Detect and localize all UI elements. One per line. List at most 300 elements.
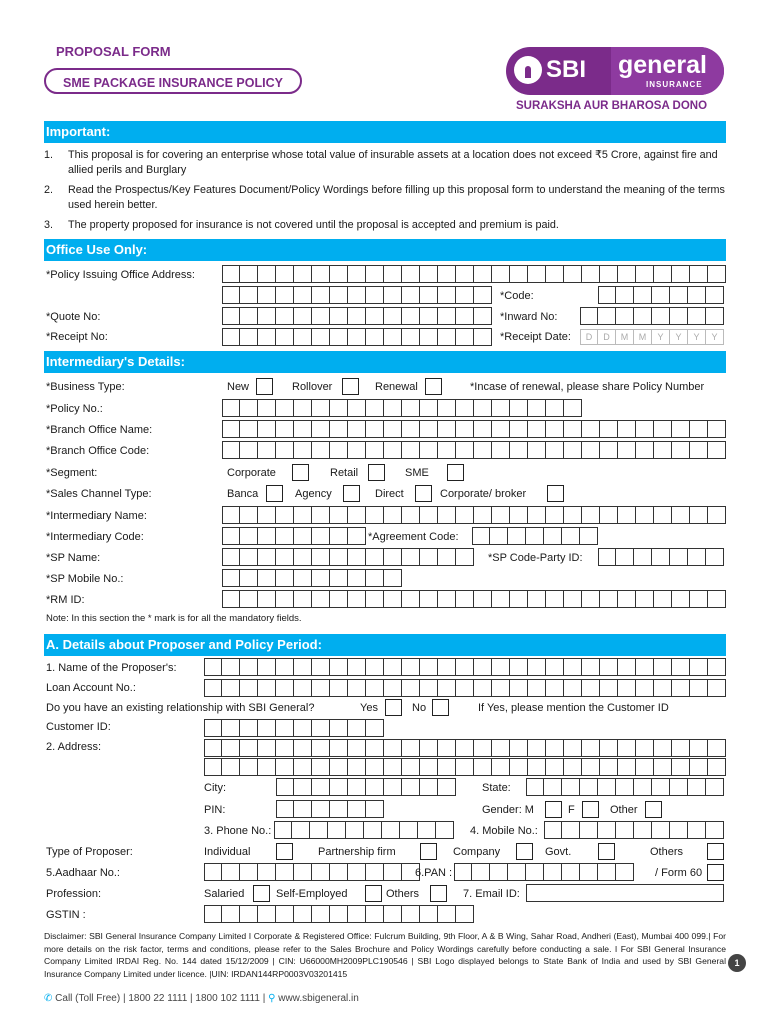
- char-cell[interactable]: [438, 441, 456, 459]
- char-cell[interactable]: [600, 420, 618, 438]
- char-cell[interactable]: [562, 821, 580, 839]
- char-cell[interactable]: [384, 758, 402, 776]
- quote-cells[interactable]: [222, 307, 492, 325]
- char-cell[interactable]: [582, 590, 600, 608]
- char-cell[interactable]: [508, 863, 526, 881]
- char-cell[interactable]: [616, 863, 634, 881]
- char-cell[interactable]: [474, 420, 492, 438]
- char-cell[interactable]: [384, 590, 402, 608]
- char-cell[interactable]: [634, 778, 652, 796]
- state-cells[interactable]: [526, 778, 724, 796]
- char-cell[interactable]: [652, 821, 670, 839]
- char-cell[interactable]: [258, 590, 276, 608]
- char-cell[interactable]: [510, 265, 528, 283]
- agreement-cells[interactable]: [472, 527, 598, 545]
- char-cell[interactable]: [294, 328, 312, 346]
- char-cell[interactable]: [276, 307, 294, 325]
- char-cell[interactable]: [366, 307, 384, 325]
- char-cell[interactable]: [526, 527, 544, 545]
- char-cell[interactable]: [222, 307, 240, 325]
- char-cell[interactable]: [276, 658, 294, 676]
- char-cell[interactable]: [366, 441, 384, 459]
- char-cell[interactable]: [402, 286, 420, 304]
- char-cell[interactable]: [438, 286, 456, 304]
- char-cell[interactable]: [510, 739, 528, 757]
- char-cell[interactable]: [544, 527, 562, 545]
- char-cell[interactable]: [654, 420, 672, 438]
- char-cell[interactable]: [222, 739, 240, 757]
- char-cell[interactable]: [526, 863, 544, 881]
- email-field[interactable]: [526, 884, 724, 902]
- char-cell[interactable]: [528, 739, 546, 757]
- char-cell[interactable]: [384, 441, 402, 459]
- char-cell[interactable]: [618, 679, 636, 697]
- char-cell[interactable]: [366, 863, 384, 881]
- char-cell[interactable]: [258, 905, 276, 923]
- char-cell[interactable]: [474, 590, 492, 608]
- char-cell[interactable]: [382, 821, 400, 839]
- char-cell[interactable]: [636, 265, 654, 283]
- char-cell[interactable]: [690, 739, 708, 757]
- char-cell[interactable]: [472, 527, 490, 545]
- char-cell[interactable]: [330, 307, 348, 325]
- char-cell[interactable]: [706, 286, 724, 304]
- char-cell[interactable]: [402, 506, 420, 524]
- char-cell[interactable]: [654, 590, 672, 608]
- char-cell[interactable]: [330, 527, 348, 545]
- char-cell[interactable]: [240, 569, 258, 587]
- char-cell[interactable]: [456, 679, 474, 697]
- int-code-cells[interactable]: [222, 527, 366, 545]
- char-cell[interactable]: [508, 527, 526, 545]
- city-cells[interactable]: [276, 778, 456, 796]
- char-cell[interactable]: [348, 441, 366, 459]
- char-cell[interactable]: [222, 441, 240, 459]
- char-cell[interactable]: [348, 590, 366, 608]
- char-cell[interactable]: [330, 420, 348, 438]
- char-cell[interactable]: [276, 569, 294, 587]
- char-cell[interactable]: [490, 527, 508, 545]
- char-cell[interactable]: [348, 420, 366, 438]
- char-cell[interactable]: [618, 658, 636, 676]
- char-cell[interactable]: [240, 527, 258, 545]
- char-cell[interactable]: [582, 506, 600, 524]
- char-cell[interactable]: [276, 399, 294, 417]
- char-cell[interactable]: [582, 739, 600, 757]
- char-cell[interactable]: [402, 265, 420, 283]
- char-cell[interactable]: [672, 590, 690, 608]
- char-cell[interactable]: [690, 265, 708, 283]
- phone-cells[interactable]: [274, 821, 454, 839]
- char-cell[interactable]: [580, 307, 598, 325]
- char-cell[interactable]: [294, 307, 312, 325]
- char-cell[interactable]: [294, 679, 312, 697]
- char-cell[interactable]: [348, 399, 366, 417]
- char-cell[interactable]: [564, 758, 582, 776]
- char-cell[interactable]: [600, 506, 618, 524]
- char-cell[interactable]: [330, 506, 348, 524]
- char-cell[interactable]: [240, 286, 258, 304]
- char-cell[interactable]: [582, 441, 600, 459]
- char-cell[interactable]: [330, 739, 348, 757]
- char-cell[interactable]: [276, 441, 294, 459]
- char-cell[interactable]: [312, 307, 330, 325]
- char-cell[interactable]: [600, 658, 618, 676]
- char-cell[interactable]: [456, 286, 474, 304]
- char-cell[interactable]: [636, 441, 654, 459]
- char-cell[interactable]: [564, 658, 582, 676]
- gstin-cells[interactable]: [204, 905, 474, 923]
- char-cell[interactable]: [652, 778, 670, 796]
- char-cell[interactable]: [402, 778, 420, 796]
- salaried-checkbox[interactable]: [253, 885, 270, 902]
- char-cell[interactable]: [438, 307, 456, 325]
- char-cell[interactable]: [312, 506, 330, 524]
- retail-checkbox[interactable]: [368, 464, 385, 481]
- char-cell[interactable]: [492, 420, 510, 438]
- char-cell[interactable]: [600, 441, 618, 459]
- char-cell[interactable]: [222, 863, 240, 881]
- char-cell[interactable]: [258, 420, 276, 438]
- gender-m-checkbox[interactable]: [545, 801, 562, 818]
- char-cell[interactable]: [652, 307, 670, 325]
- char-cell[interactable]: [222, 420, 240, 438]
- char-cell[interactable]: [492, 265, 510, 283]
- char-cell[interactable]: [528, 758, 546, 776]
- char-cell[interactable]: [330, 905, 348, 923]
- char-cell[interactable]: [294, 506, 312, 524]
- char-cell[interactable]: [600, 739, 618, 757]
- char-cell[interactable]: [312, 863, 330, 881]
- char-cell[interactable]: [510, 506, 528, 524]
- char-cell[interactable]: [400, 821, 418, 839]
- char-cell[interactable]: [240, 863, 258, 881]
- char-cell[interactable]: [510, 679, 528, 697]
- char-cell[interactable]: [204, 719, 222, 737]
- char-cell[interactable]: [672, 265, 690, 283]
- char-cell[interactable]: [474, 399, 492, 417]
- char-cell[interactable]: [636, 590, 654, 608]
- char-cell[interactable]: [456, 328, 474, 346]
- char-cell[interactable]: [654, 441, 672, 459]
- char-cell[interactable]: [204, 658, 222, 676]
- char-cell[interactable]: [600, 265, 618, 283]
- form60-checkbox[interactable]: [707, 864, 724, 881]
- char-cell[interactable]: [312, 399, 330, 417]
- office-address-row1[interactable]: [222, 265, 726, 283]
- char-cell[interactable]: [492, 739, 510, 757]
- char-cell[interactable]: [528, 265, 546, 283]
- char-cell[interactable]: [276, 506, 294, 524]
- char-cell[interactable]: [258, 441, 276, 459]
- char-cell[interactable]: [492, 658, 510, 676]
- char-cell[interactable]: [330, 286, 348, 304]
- char-cell[interactable]: [492, 506, 510, 524]
- renewal-checkbox[interactable]: [425, 378, 442, 395]
- char-cell[interactable]: [708, 590, 726, 608]
- char-cell[interactable]: [330, 800, 348, 818]
- proposer-name-cells[interactable]: [204, 658, 726, 676]
- char-cell[interactable]: [348, 719, 366, 737]
- char-cell[interactable]: [706, 821, 724, 839]
- char-cell[interactable]: [616, 821, 634, 839]
- char-cell[interactable]: [436, 821, 454, 839]
- agency-checkbox[interactable]: [343, 485, 360, 502]
- char-cell[interactable]: [276, 679, 294, 697]
- char-cell[interactable]: [420, 286, 438, 304]
- char-cell[interactable]: [330, 778, 348, 796]
- char-cell[interactable]: [330, 399, 348, 417]
- char-cell[interactable]: [312, 758, 330, 776]
- char-cell[interactable]: [708, 658, 726, 676]
- char-cell[interactable]: [474, 506, 492, 524]
- char-cell[interactable]: [292, 821, 310, 839]
- char-cell[interactable]: [528, 506, 546, 524]
- char-cell[interactable]: [294, 420, 312, 438]
- customer-id-cells[interactable]: [204, 719, 384, 737]
- yes-checkbox[interactable]: [385, 699, 402, 716]
- char-cell[interactable]: [402, 590, 420, 608]
- char-cell[interactable]: [456, 590, 474, 608]
- char-cell[interactable]: [688, 778, 706, 796]
- char-cell[interactable]: [582, 679, 600, 697]
- char-cell[interactable]: [420, 441, 438, 459]
- char-cell[interactable]: [348, 328, 366, 346]
- char-cell[interactable]: [348, 307, 366, 325]
- char-cell[interactable]: [456, 420, 474, 438]
- char-cell[interactable]: [204, 758, 222, 776]
- char-cell[interactable]: [492, 590, 510, 608]
- char-cell[interactable]: [384, 548, 402, 566]
- char-cell[interactable]: [616, 778, 634, 796]
- char-cell[interactable]: [546, 420, 564, 438]
- char-cell[interactable]: [420, 778, 438, 796]
- char-cell[interactable]: [510, 399, 528, 417]
- char-cell[interactable]: [528, 590, 546, 608]
- char-cell[interactable]: [402, 905, 420, 923]
- char-cell[interactable]: [348, 265, 366, 283]
- char-cell[interactable]: [492, 399, 510, 417]
- char-cell[interactable]: [402, 328, 420, 346]
- char-cell[interactable]: [294, 569, 312, 587]
- char-cell[interactable]: [688, 821, 706, 839]
- char-cell[interactable]: [276, 758, 294, 776]
- char-cell[interactable]: [672, 739, 690, 757]
- char-cell[interactable]: [456, 506, 474, 524]
- char-cell[interactable]: [276, 800, 294, 818]
- char-cell[interactable]: [420, 679, 438, 697]
- char-cell[interactable]: [438, 399, 456, 417]
- office-address-row2[interactable]: [222, 286, 492, 304]
- char-cell[interactable]: [456, 548, 474, 566]
- char-cell[interactable]: [636, 506, 654, 524]
- char-cell[interactable]: [276, 548, 294, 566]
- char-cell[interactable]: [564, 399, 582, 417]
- pin-cells[interactable]: [276, 800, 384, 818]
- company-checkbox[interactable]: [516, 843, 533, 860]
- char-cell[interactable]: [708, 441, 726, 459]
- char-cell[interactable]: [420, 420, 438, 438]
- char-cell[interactable]: [438, 658, 456, 676]
- char-cell[interactable]: [564, 420, 582, 438]
- char-cell[interactable]: [474, 328, 492, 346]
- char-cell[interactable]: [564, 739, 582, 757]
- char-cell[interactable]: [330, 658, 348, 676]
- char-cell[interactable]: [312, 778, 330, 796]
- address-cells-2[interactable]: [204, 758, 726, 776]
- char-cell[interactable]: [258, 506, 276, 524]
- char-cell[interactable]: [492, 441, 510, 459]
- char-cell[interactable]: [222, 679, 240, 697]
- char-cell[interactable]: [636, 758, 654, 776]
- govt-checkbox[interactable]: [598, 843, 615, 860]
- char-cell[interactable]: [670, 286, 688, 304]
- char-cell[interactable]: [690, 420, 708, 438]
- char-cell[interactable]: [672, 658, 690, 676]
- char-cell[interactable]: [474, 441, 492, 459]
- char-cell[interactable]: [330, 569, 348, 587]
- char-cell[interactable]: [294, 265, 312, 283]
- char-cell[interactable]: [528, 658, 546, 676]
- char-cell[interactable]: [526, 778, 544, 796]
- char-cell[interactable]: [222, 506, 240, 524]
- char-cell[interactable]: [294, 548, 312, 566]
- receipt-date-field[interactable]: [580, 329, 724, 345]
- char-cell[interactable]: [402, 758, 420, 776]
- char-cell[interactable]: [312, 420, 330, 438]
- char-cell[interactable]: [690, 679, 708, 697]
- char-cell[interactable]: [384, 328, 402, 346]
- char-cell[interactable]: [618, 265, 636, 283]
- char-cell[interactable]: [652, 548, 670, 566]
- new-checkbox[interactable]: [256, 378, 273, 395]
- char-cell[interactable]: [222, 286, 240, 304]
- char-cell[interactable]: [672, 758, 690, 776]
- char-cell[interactable]: [240, 265, 258, 283]
- char-cell[interactable]: [456, 399, 474, 417]
- char-cell[interactable]: [366, 800, 384, 818]
- char-cell[interactable]: [330, 679, 348, 697]
- self-employed-checkbox[interactable]: [365, 885, 382, 902]
- char-cell[interactable]: [690, 441, 708, 459]
- char-cell[interactable]: [546, 679, 564, 697]
- char-cell[interactable]: [294, 739, 312, 757]
- char-cell[interactable]: [670, 778, 688, 796]
- char-cell[interactable]: [616, 548, 634, 566]
- char-cell[interactable]: [366, 420, 384, 438]
- char-cell[interactable]: [294, 527, 312, 545]
- char-cell[interactable]: [240, 420, 258, 438]
- char-cell[interactable]: [420, 758, 438, 776]
- char-cell[interactable]: [366, 328, 384, 346]
- char-cell[interactable]: [600, 590, 618, 608]
- char-cell[interactable]: [222, 328, 240, 346]
- char-cell[interactable]: [510, 758, 528, 776]
- char-cell[interactable]: [472, 863, 490, 881]
- char-cell[interactable]: [312, 441, 330, 459]
- char-cell[interactable]: [492, 758, 510, 776]
- char-cell[interactable]: [366, 758, 384, 776]
- char-cell[interactable]: [582, 758, 600, 776]
- char-cell[interactable]: [312, 265, 330, 283]
- char-cell[interactable]: [294, 758, 312, 776]
- char-cell[interactable]: [402, 658, 420, 676]
- char-cell[interactable]: [384, 569, 402, 587]
- char-cell[interactable]: [634, 548, 652, 566]
- char-cell[interactable]: [258, 569, 276, 587]
- char-cell[interactable]: [240, 590, 258, 608]
- pan-cells[interactable]: [454, 863, 634, 881]
- char-cell[interactable]: [598, 286, 616, 304]
- char-cell[interactable]: [294, 286, 312, 304]
- char-cell[interactable]: [312, 569, 330, 587]
- char-cell[interactable]: [438, 905, 456, 923]
- char-cell[interactable]: [348, 905, 366, 923]
- char-cell[interactable]: [276, 328, 294, 346]
- char-cell[interactable]: [204, 739, 222, 757]
- char-cell[interactable]: [708, 265, 726, 283]
- char-cell[interactable]: [330, 719, 348, 737]
- char-cell[interactable]: [456, 265, 474, 283]
- char-cell[interactable]: [294, 590, 312, 608]
- char-cell[interactable]: [330, 328, 348, 346]
- char-cell[interactable]: [366, 658, 384, 676]
- char-cell[interactable]: [222, 905, 240, 923]
- char-cell[interactable]: [582, 265, 600, 283]
- char-cell[interactable]: [474, 265, 492, 283]
- char-cell[interactable]: [348, 548, 366, 566]
- char-cell[interactable]: [672, 679, 690, 697]
- char-cell[interactable]: [546, 658, 564, 676]
- char-cell[interactable]: [276, 590, 294, 608]
- char-cell[interactable]: [258, 863, 276, 881]
- char-cell[interactable]: [402, 548, 420, 566]
- char-cell[interactable]: [294, 399, 312, 417]
- char-cell[interactable]: [274, 821, 292, 839]
- char-cell[interactable]: [616, 286, 634, 304]
- loan-cells[interactable]: [204, 679, 726, 697]
- char-cell[interactable]: [258, 658, 276, 676]
- char-cell[interactable]: [384, 863, 402, 881]
- char-cell[interactable]: [240, 307, 258, 325]
- char-cell[interactable]: [420, 590, 438, 608]
- char-cell[interactable]: [474, 679, 492, 697]
- char-cell[interactable]: [562, 863, 580, 881]
- char-cell[interactable]: [418, 821, 436, 839]
- char-cell[interactable]: [348, 758, 366, 776]
- sme-checkbox[interactable]: [447, 464, 464, 481]
- char-cell[interactable]: [580, 863, 598, 881]
- inward-cells[interactable]: [580, 307, 724, 325]
- char-cell[interactable]: [222, 399, 240, 417]
- sp-mobile-cells[interactable]: [222, 569, 402, 587]
- char-cell[interactable]: [544, 821, 562, 839]
- char-cell[interactable]: [240, 399, 258, 417]
- char-cell[interactable]: [366, 778, 384, 796]
- char-cell[interactable]: [438, 739, 456, 757]
- gender-other-checkbox[interactable]: [645, 801, 662, 818]
- char-cell[interactable]: [528, 679, 546, 697]
- char-cell[interactable]: [312, 328, 330, 346]
- char-cell[interactable]: [706, 778, 724, 796]
- char-cell[interactable]: [420, 265, 438, 283]
- char-cell[interactable]: [546, 590, 564, 608]
- char-cell[interactable]: [546, 399, 564, 417]
- char-cell[interactable]: [564, 506, 582, 524]
- corp-broker-checkbox[interactable]: [547, 485, 564, 502]
- char-cell[interactable]: [618, 420, 636, 438]
- char-cell[interactable]: [438, 420, 456, 438]
